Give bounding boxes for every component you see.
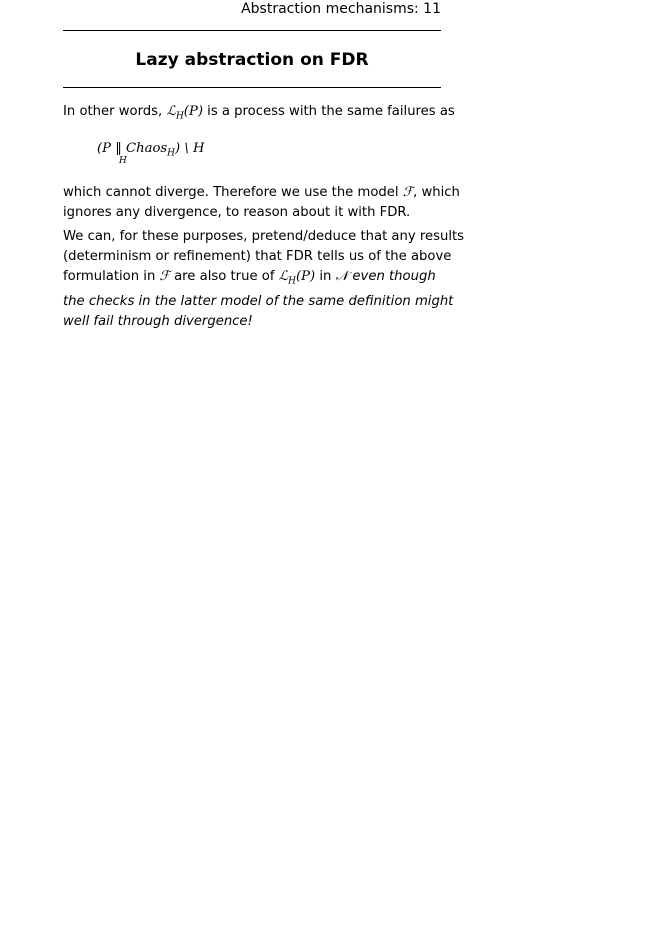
- display-formula: [97, 139, 205, 164]
- paragraph-line: the checks in the latter model of the same definition might: [63, 293, 454, 309]
- paragraph-line: ignores any divergence, to reason about it with FDR.: [63, 205, 411, 220]
- paragraph-line: formulation in ℱ are also true of ℒ$_H$(P) in 𝒩 even though: [63, 269, 436, 287]
- formula-tail: ) \ H: [175, 141, 205, 156]
- paragraph-line: We can, for these purposes, pretend/deduce that any results: [63, 229, 465, 244]
- text: is a process with the same failures as: [202, 104, 455, 119]
- formula-parallel-sub: H: [119, 156, 127, 166]
- formula-main: (P ‖ Chaos: [97, 141, 168, 156]
- paragraph-line: well fail through divergence!: [63, 313, 253, 329]
- text: In other words,: [63, 104, 167, 119]
- paragraph-divergence: [63, 183, 460, 223]
- paragraph-conclusion: [63, 227, 465, 332]
- running-head: Abstraction mechanisms: 11: [241, 1, 441, 17]
- math-lazy-abstraction: ℒ$_H$(P): [166, 104, 203, 122]
- formula-chaos-sub: H: [167, 148, 176, 159]
- paragraph-intro: [63, 102, 455, 127]
- slide-title: Lazy abstraction on FDR: [135, 50, 369, 70]
- bottom-rule: [63, 87, 441, 88]
- paragraph-line: (determinism or refinement) that FDR tells us of the above: [63, 249, 452, 264]
- top-rule: [63, 30, 441, 31]
- paragraph-line: which cannot diverge. Therefore we use the model ℱ, which: [63, 185, 460, 200]
